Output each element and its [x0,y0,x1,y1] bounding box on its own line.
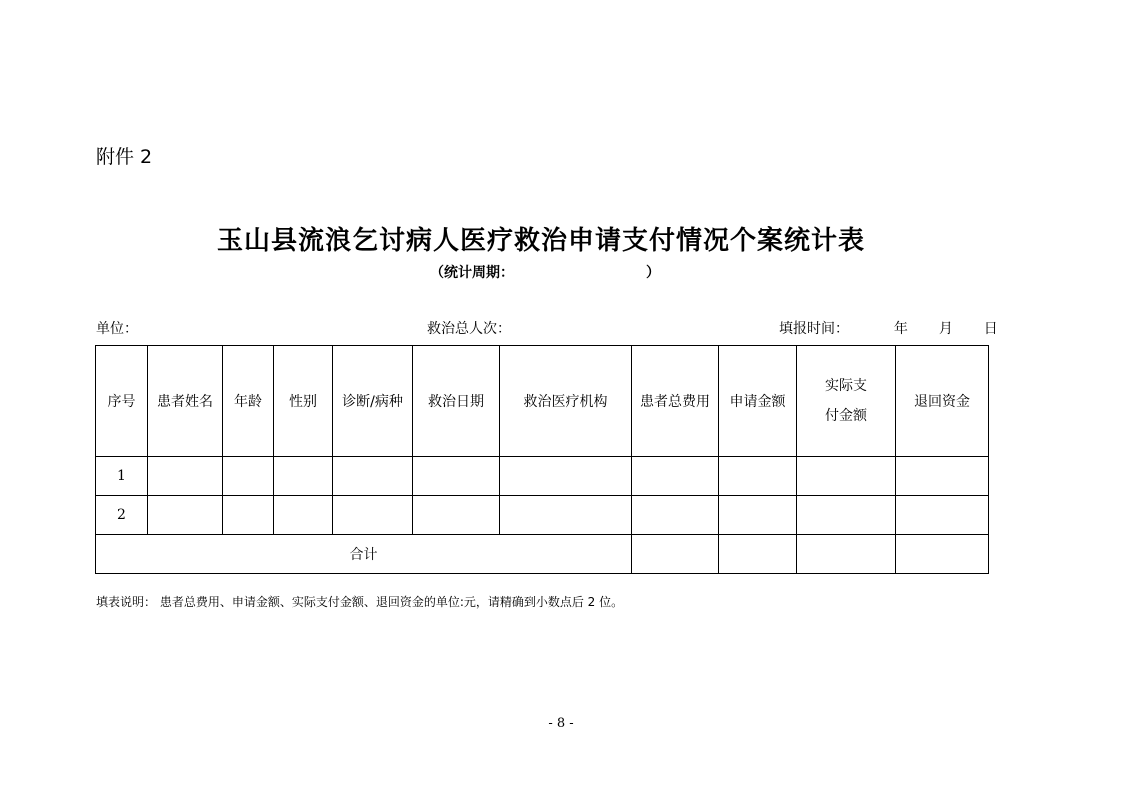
cell-actual-paid[interactable] [797,457,896,496]
cell-age[interactable] [223,457,274,496]
header-gender: 性别 [274,346,333,457]
page-title: 玉山县流浪乞讨病人医疗救治申请支付情况个案统计表 [216,226,865,256]
header-refund: 退回资金 [896,346,989,457]
month-label: 月 [938,321,953,337]
case-statistics-table [95,345,989,574]
total-visits-label: 救治总人次： [427,321,511,337]
header-diagnosis: 诊断/病种 [333,346,413,457]
cell-total-cost[interactable] [632,496,719,535]
page-number: - 8 - [548,716,574,731]
day-label: 日 [983,321,998,337]
statistics-period [430,262,660,282]
table-sum-row [96,535,989,574]
cell-actual-paid[interactable] [797,496,896,535]
table-header-row [96,346,989,457]
header-seq: 序号 [96,346,148,457]
cell-applied-amount[interactable] [719,457,797,496]
header-total-cost: 患者总费用 [632,346,719,457]
cell-treatment-date[interactable] [413,496,500,535]
table-row [96,496,989,535]
row-seq: 1 [96,457,148,496]
sum-refund[interactable] [896,535,989,574]
cell-total-cost[interactable] [632,457,719,496]
cell-diagnosis[interactable] [333,496,413,535]
cell-patient-name[interactable] [148,496,223,535]
cell-gender[interactable] [274,457,333,496]
attachment-label: 附件 2 [96,146,153,168]
unit-label: 单位： [96,321,138,337]
fill-time-label: 填报时间： [779,321,849,337]
sum-total-cost[interactable] [632,535,719,574]
fill-time [779,318,998,338]
table-row [96,457,989,496]
header-treatment-date: 救治日期 [413,346,500,457]
sum-actual-paid[interactable] [797,535,896,574]
sum-label: 合计 [96,535,632,574]
header-applied-amount: 申请金额 [719,346,797,457]
header-institution: 救治医疗机构 [500,346,632,457]
year-label: 年 [893,321,908,337]
cell-applied-amount[interactable] [719,496,797,535]
header-actual-paid-line1: 实际支 [825,378,867,394]
header-actual-paid-line2: 付金额 [825,408,867,424]
cell-diagnosis[interactable] [333,457,413,496]
cell-age[interactable] [223,496,274,535]
header-age: 年龄 [223,346,274,457]
cell-refund[interactable] [896,496,989,535]
cell-institution[interactable] [500,457,632,496]
cell-treatment-date[interactable] [413,457,500,496]
period-close-label: ） [646,265,660,281]
cell-gender[interactable] [274,496,333,535]
cell-patient-name[interactable] [148,457,223,496]
row-seq: 2 [96,496,148,535]
period-open-label: （统计周期： [430,265,514,281]
sum-applied-amount[interactable] [719,535,797,574]
header-patient-name: 患者姓名 [148,346,223,457]
cell-refund[interactable] [896,457,989,496]
header-actual-paid [797,346,896,457]
cell-institution[interactable] [500,496,632,535]
fill-instructions: 填表说明： 患者总费用、申请金额、实际支付金额、退回资金的单位:元，请精确到小数点后 2 位。 [96,595,624,609]
